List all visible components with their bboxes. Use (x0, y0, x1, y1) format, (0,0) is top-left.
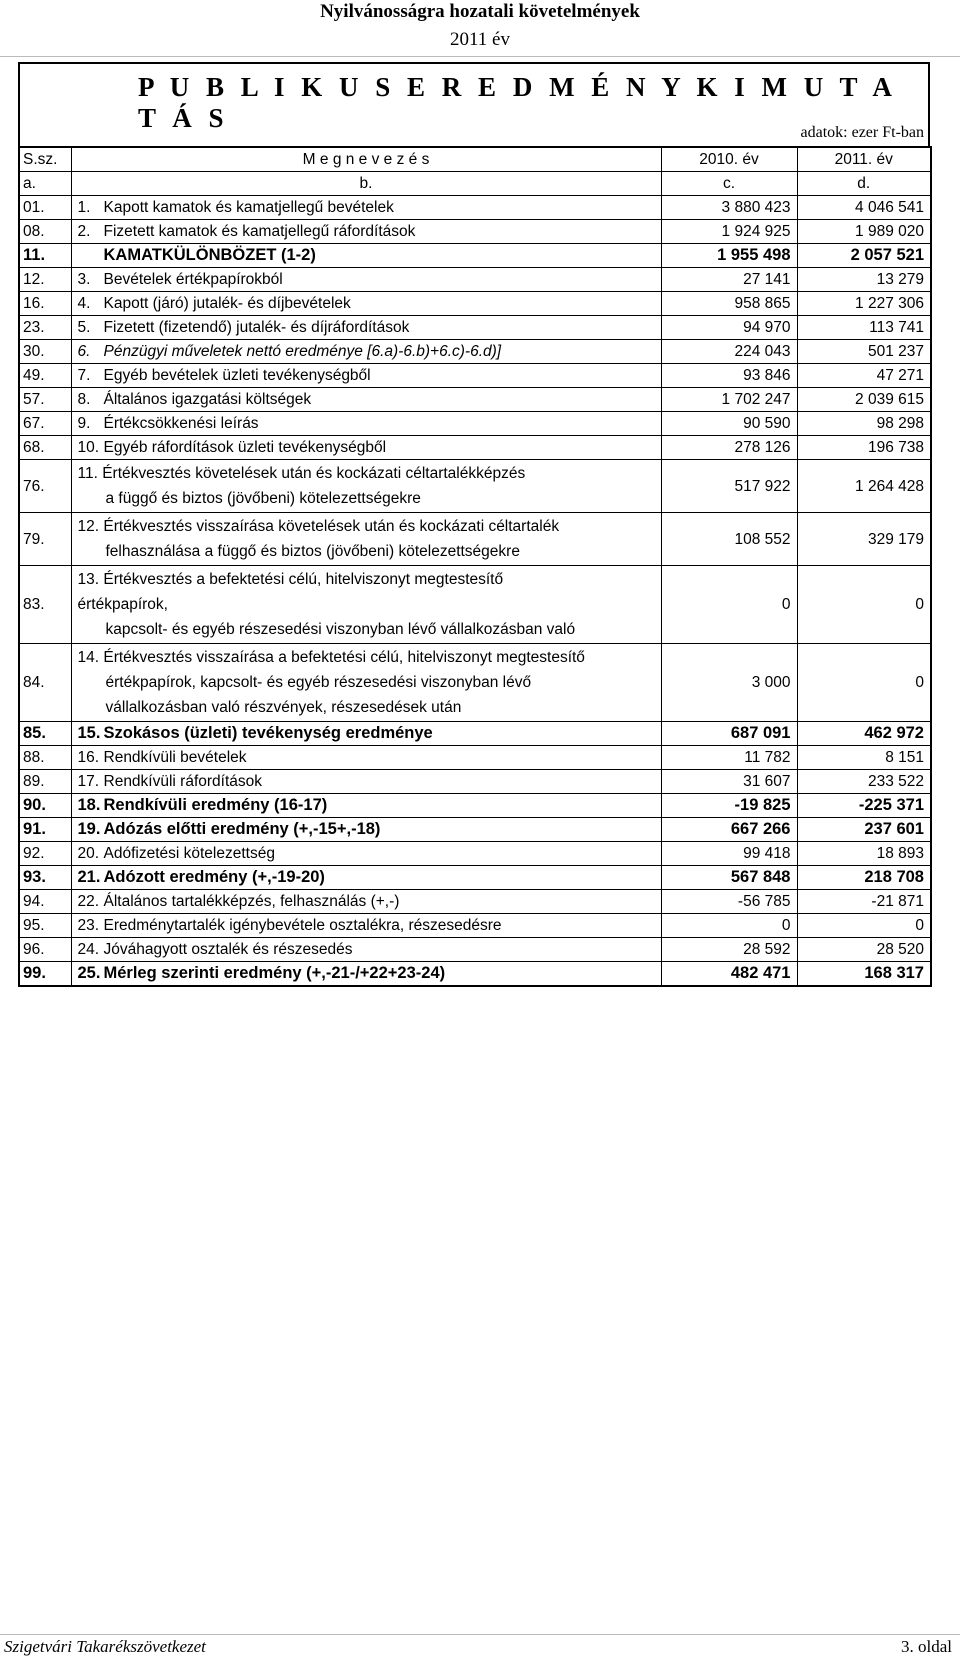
row-value-2011: 2 039 615 (797, 388, 931, 412)
table-row (19, 842, 931, 866)
row-ssz: 90. (19, 794, 71, 818)
row-value-2011: 28 520 (797, 938, 931, 962)
table-row-multiline (19, 566, 931, 644)
row-value-2011: 196 738 (797, 436, 931, 460)
row-value-2010: 28 592 (661, 938, 797, 962)
row-value-2010: 567 848 (661, 866, 797, 890)
row-number: 10. (77, 439, 100, 456)
row-value-2010: 11 782 (661, 746, 797, 770)
row-ssz: 16. (19, 292, 71, 316)
row-name (71, 436, 661, 460)
row-value-2010: 1 955 498 (661, 244, 797, 268)
row-name (71, 364, 661, 388)
row-name (71, 566, 661, 644)
row-name (71, 412, 661, 436)
row-value-2010: 1 924 925 (661, 220, 797, 244)
row-name (71, 268, 661, 292)
row-value-2010: 0 (661, 566, 797, 644)
table-row (19, 244, 931, 268)
row-name (71, 316, 661, 340)
footer-divider (0, 1634, 960, 1635)
row-value-2010: 31 607 (661, 770, 797, 794)
row-name (71, 890, 661, 914)
document-header-year: 2011 év (450, 29, 510, 50)
row-label: Pénzügyi műveletek nettó eredménye [6.a)-6.b)+6.c)-6.d)] (103, 343, 502, 360)
row-value-2011: -225 371 (797, 794, 931, 818)
row-ssz: 94. (19, 890, 71, 914)
row-value-2010: 278 126 (661, 436, 797, 460)
row-label: Egyéb ráfordítások üzleti tevékenységből (103, 439, 387, 456)
row-ssz: 68. (19, 436, 71, 460)
row-value-2010: 108 552 (661, 513, 797, 566)
row-name (71, 460, 661, 513)
row-ssz: 01. (19, 196, 71, 220)
col-2011-header: 2011. év (797, 147, 931, 172)
row-value-2011: 13 279 (797, 268, 931, 292)
row-label-line: a függő és biztos (jövőbeni) kötelezettségekre (105, 490, 421, 507)
table-row (19, 794, 931, 818)
row-number: 6. (77, 343, 91, 360)
row-name (71, 244, 661, 268)
row-value-2011: -21 871 (797, 890, 931, 914)
income-table (18, 146, 932, 987)
row-ssz: 83. (19, 566, 71, 644)
row-value-2010: 517 922 (661, 460, 797, 513)
row-value-2010: 3 000 (661, 644, 797, 722)
row-value-2011: 47 271 (797, 364, 931, 388)
header-divider (0, 56, 960, 57)
row-number: 8. (77, 391, 91, 408)
row-name (71, 220, 661, 244)
table-row (19, 196, 931, 220)
row-name (71, 866, 661, 890)
column-letter-row (19, 172, 931, 196)
row-name (71, 746, 661, 770)
row-value-2010: 3 880 423 (661, 196, 797, 220)
table-row (19, 938, 931, 962)
row-value-2011: 233 522 (797, 770, 931, 794)
row-label-line: értékpapírok, (77, 596, 168, 613)
table-row (19, 818, 931, 842)
row-label: Rendkívüli bevételek (103, 749, 247, 766)
row-label: Adózás előtti eredmény (+,-15+,-18) (103, 820, 381, 838)
row-value-2011: 1 989 020 (797, 220, 931, 244)
row-ssz: 85. (19, 722, 71, 746)
row-name (71, 644, 661, 722)
row-ssz: 89. (19, 770, 71, 794)
table-row (19, 914, 931, 938)
table-row-multiline (19, 460, 931, 513)
table-row (19, 866, 931, 890)
row-label: Bevételek értékpapírokból (103, 271, 283, 288)
row-label: Fizetett (fizetendő) jutalék- és díjráfordítások (103, 319, 410, 336)
row-label-line: vállalkozásban való részvények, részesedések után (105, 699, 462, 716)
row-label: Egyéb bevételek üzleti tevékenységből (103, 367, 371, 384)
col-ssz-header: S.sz. (19, 147, 71, 172)
row-value-2010: 1 702 247 (661, 388, 797, 412)
row-label: Mérleg szerinti eredmény (+,-21-/+22+23-24) (103, 964, 446, 982)
row-value-2010: 667 266 (661, 818, 797, 842)
row-value-2011: 329 179 (797, 513, 931, 566)
report-title: P U B L I K U S E R E D M É N Y K I M U T A T Á S (138, 72, 896, 133)
row-value-2011: 237 601 (797, 818, 931, 842)
row-number: 15. (77, 724, 101, 742)
row-label: Általános igazgatási költségek (103, 391, 312, 408)
row-label-line: kapcsolt- és egyéb részesedési viszonyban lévő vállalkozásban való (105, 621, 576, 638)
row-label-line: felhasználása a függő és biztos (jövőbeni) kötelezettségekre (105, 543, 520, 560)
row-value-2011: 8 151 (797, 746, 931, 770)
table-row (19, 770, 931, 794)
row-name (71, 770, 661, 794)
row-ssz: 67. (19, 412, 71, 436)
row-name (71, 513, 661, 566)
row-number: 5. (77, 319, 91, 336)
row-ssz: 23. (19, 316, 71, 340)
row-value-2011: 501 237 (797, 340, 931, 364)
row-ssz: 96. (19, 938, 71, 962)
row-label-line: 12. Értékvesztés visszaírása követelések után és kockázati céltartalék (77, 518, 560, 535)
table-row-multiline (19, 644, 931, 722)
table-row (19, 962, 931, 987)
col-ssz-letter: a. (19, 172, 71, 196)
row-ssz: 30. (19, 340, 71, 364)
row-value-2010: -56 785 (661, 890, 797, 914)
row-value-2010: 99 418 (661, 842, 797, 866)
row-label: Szokásos (üzleti) tevékenység eredménye (103, 724, 433, 742)
row-name (71, 340, 661, 364)
table-row (19, 220, 931, 244)
row-value-2011: 4 046 541 (797, 196, 931, 220)
row-number: 23. (77, 917, 100, 934)
row-number: 22. (77, 893, 100, 910)
income-statement (18, 62, 930, 987)
row-number: 20. (77, 845, 100, 862)
table-row (19, 268, 931, 292)
row-value-2010: 93 846 (661, 364, 797, 388)
row-value-2011: 0 (797, 914, 931, 938)
row-label: Jóváhagyott osztalék és részesedés (103, 941, 353, 958)
table-row (19, 746, 931, 770)
row-ssz: 76. (19, 460, 71, 513)
row-value-2011: 113 741 (797, 316, 931, 340)
row-value-2011: 1 227 306 (797, 292, 931, 316)
row-label: Általános tartalékképzés, felhasználás (+,-) (103, 893, 400, 910)
row-value-2011: 0 (797, 566, 931, 644)
row-label: Rendkívüli eredmény (16-17) (103, 796, 328, 814)
row-label-line: 11. Értékvesztés követelések után és kockázati céltartalékképzés (77, 465, 526, 482)
row-value-2010: 482 471 (661, 962, 797, 987)
row-label: Értékcsökkenési leírás (103, 415, 259, 432)
row-ssz: 11. (19, 244, 71, 268)
table-row (19, 340, 931, 364)
row-value-2010: 958 865 (661, 292, 797, 316)
row-value-2011: 218 708 (797, 866, 931, 890)
row-value-2011: 462 972 (797, 722, 931, 746)
row-name (71, 794, 661, 818)
row-value-2011: 2 057 521 (797, 244, 931, 268)
row-label-line: 13. Értékvesztés a befektetési célú, hitelviszonyt megtestesítő (77, 571, 504, 588)
row-label-line: értékpapírok, kapcsolt- és egyéb részesedési viszonyban lévő (105, 674, 532, 691)
row-ssz: 88. (19, 746, 71, 770)
row-name (71, 962, 661, 987)
row-name (71, 842, 661, 866)
col-2011-letter: d. (797, 172, 931, 196)
row-value-2010: 90 590 (661, 412, 797, 436)
row-number: 7. (77, 367, 91, 384)
row-label: Adózott eredmény (+,-19-20) (103, 868, 325, 886)
row-ssz: 93. (19, 866, 71, 890)
row-value-2010: 27 141 (661, 268, 797, 292)
row-label-line: 14. Értékvesztés visszaírása a befektetési célú, hitelviszonyt megtestesítő (77, 649, 585, 666)
row-value-2011: 98 298 (797, 412, 931, 436)
row-value-2010: 687 091 (661, 722, 797, 746)
row-label: Kapott (járó) jutalék- és díjbevételek (103, 295, 351, 312)
row-ssz: 95. (19, 914, 71, 938)
row-label: Adófizetési kötelezettség (103, 845, 275, 862)
table-row (19, 436, 931, 460)
row-number: 24. (77, 941, 100, 958)
row-value-2010: 0 (661, 914, 797, 938)
row-ssz: 79. (19, 513, 71, 566)
table-row (19, 890, 931, 914)
table-row (19, 316, 931, 340)
row-ssz: 12. (19, 268, 71, 292)
document-header-title: Nyilvánosságra hozatali követelmények (320, 1, 640, 22)
row-number: 2. (77, 223, 91, 240)
row-value-2011: 18 893 (797, 842, 931, 866)
row-label: Rendkívüli ráfordítások (103, 773, 263, 790)
table-row (19, 388, 931, 412)
col-2010-header: 2010. év (661, 147, 797, 172)
row-label: KAMATKÜLÖNBÖZET (1-2) (103, 246, 316, 264)
row-ssz: 91. (19, 818, 71, 842)
row-name (71, 818, 661, 842)
table-row (19, 292, 931, 316)
table-row (19, 364, 931, 388)
col-name-header: M e g n e v e z é s (71, 147, 661, 172)
row-name (71, 914, 661, 938)
row-label: Kapott kamatok és kamatjellegű bevételek (103, 199, 394, 216)
row-name (71, 388, 661, 412)
row-number: 1. (77, 199, 91, 216)
footer-company: Szigetvári Takarékszövetkezet (4, 1637, 206, 1656)
row-name (71, 196, 661, 220)
row-ssz: 57. (19, 388, 71, 412)
col-name-letter: b. (71, 172, 661, 196)
row-number: 4. (77, 295, 91, 312)
row-ssz: 92. (19, 842, 71, 866)
units-note: adatok: ezer Ft-ban (18, 120, 930, 146)
row-label: Eredménytartalék igénybevétele osztalékra, részesedésre (103, 917, 502, 934)
table-row (19, 412, 931, 436)
row-name (71, 292, 661, 316)
row-name (71, 938, 661, 962)
table-row-multiline (19, 513, 931, 566)
row-label: Fizetett kamatok és kamatjellegű ráfordítások (103, 223, 416, 240)
row-name (71, 722, 661, 746)
row-number: 21. (77, 868, 101, 886)
row-value-2011: 168 317 (797, 962, 931, 987)
row-number: 17. (77, 773, 100, 790)
row-ssz: 84. (19, 644, 71, 722)
row-value-2010: 224 043 (661, 340, 797, 364)
row-ssz: 99. (19, 962, 71, 987)
row-ssz: 49. (19, 364, 71, 388)
column-header-row (19, 147, 931, 172)
row-value-2011: 0 (797, 644, 931, 722)
row-number: 18. (77, 796, 101, 814)
row-value-2011: 1 264 428 (797, 460, 931, 513)
row-value-2010: 94 970 (661, 316, 797, 340)
row-number: 25. (77, 964, 101, 982)
row-number: 16. (77, 749, 100, 766)
row-number: 3. (77, 271, 91, 288)
col-2010-letter: c. (661, 172, 797, 196)
row-ssz: 08. (19, 220, 71, 244)
row-value-2010: -19 825 (661, 794, 797, 818)
footer-page-number: 3. oldal (901, 1637, 952, 1656)
table-row (19, 722, 931, 746)
row-number: 9. (77, 415, 91, 432)
row-number: 19. (77, 820, 101, 838)
